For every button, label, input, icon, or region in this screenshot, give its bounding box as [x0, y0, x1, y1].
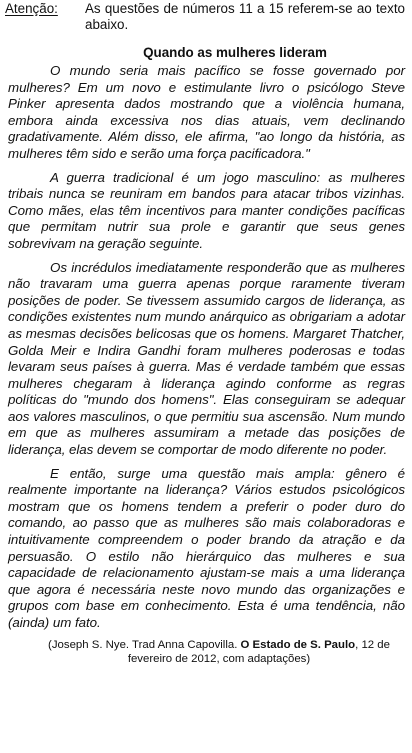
source-citation: [5, 638, 405, 666]
attention-header: [5, 1, 405, 33]
source-suffix: , 12 de fevereiro de 2012, com adaptações): [127, 638, 390, 665]
article-paragraph: E então, surge uma questão mais ampla: gênero é realmente importante na liderança? Vários estudos psicológicos mostram que os homens tendem a preferir o poder duro do comando, ao passo que as mulheres são mais colaboradoras e intuitivamente compreendem o poder brando da atração e da persuasão. O estilo não hierárquico das mulheres e sua capacidade de relacionamento ajustam-se mais a uma liderança que agora é necessária neste novo mundo das organizações e grupos com base em conhecimento. Esta é uma tendência, não (ainda) um fato.: [8, 465, 405, 630]
document-page: [0, 1, 412, 753]
article-paragraph: A guerra tradicional é um jogo masculino: as mulheres tribais nunca se reuniram em bandos para atacar tribos vizinhas. Como mães, elas têm incentivos para manter condições pacíficas que permitam nutrir sua prole e garantir que seus genes sobrevivam na geração seguinte.: [8, 169, 405, 251]
source-publication: O Estado de S. Paulo: [240, 638, 356, 651]
source-prefix: (Joseph S. Nye. Trad Anna Capovilla.: [48, 638, 241, 651]
attention-label: Atenção:: [5, 1, 58, 16]
article-title: Quando as mulheres lideram: [143, 45, 327, 60]
attention-text: As questões de números 11 a 15 referem-se ao texto abaixo.: [85, 1, 405, 32]
article-paragraph: Os incrédulos imediatamente responderão que as mulheres não travaram uma guerra apenas porque raramente tiveram posições de poder. Se tivessem assumido cargos de liderança, as condições existentes num mundo anárquico as obrigariam a adotar as mesmas decisões belicosas que os homens. Margaret Thatcher, Golda Meir e Indira Gandhi foram mulheres poderosas e todas levaram seus países à guerra. Mas é verdade também que essas mulheres chegaram à liderança agindo conforme as regras políticas do "mundo dos homens". Elas conseguiram se adequar aos valores masculinos, o que permitiu sua ascensão. Num mundo em que as mulheres assumiram a metade das posições de liderança, elas devem se comportar de modo diferente no poder.: [8, 259, 405, 458]
article-body: [5, 63, 405, 632]
article-paragraph: O mundo seria mais pacífico se fosse governado por mulheres? Em um novo e estimulante livro o psicólogo Steve Pinker apresenta dados mostrando que a violência humana, embora ainda excessiva nos dias atuais, vem declinando gradativamente. Além disso, ele afirma, "ao longo da história, as mulheres têm sido e serão uma força pacificadora.": [8, 63, 405, 161]
